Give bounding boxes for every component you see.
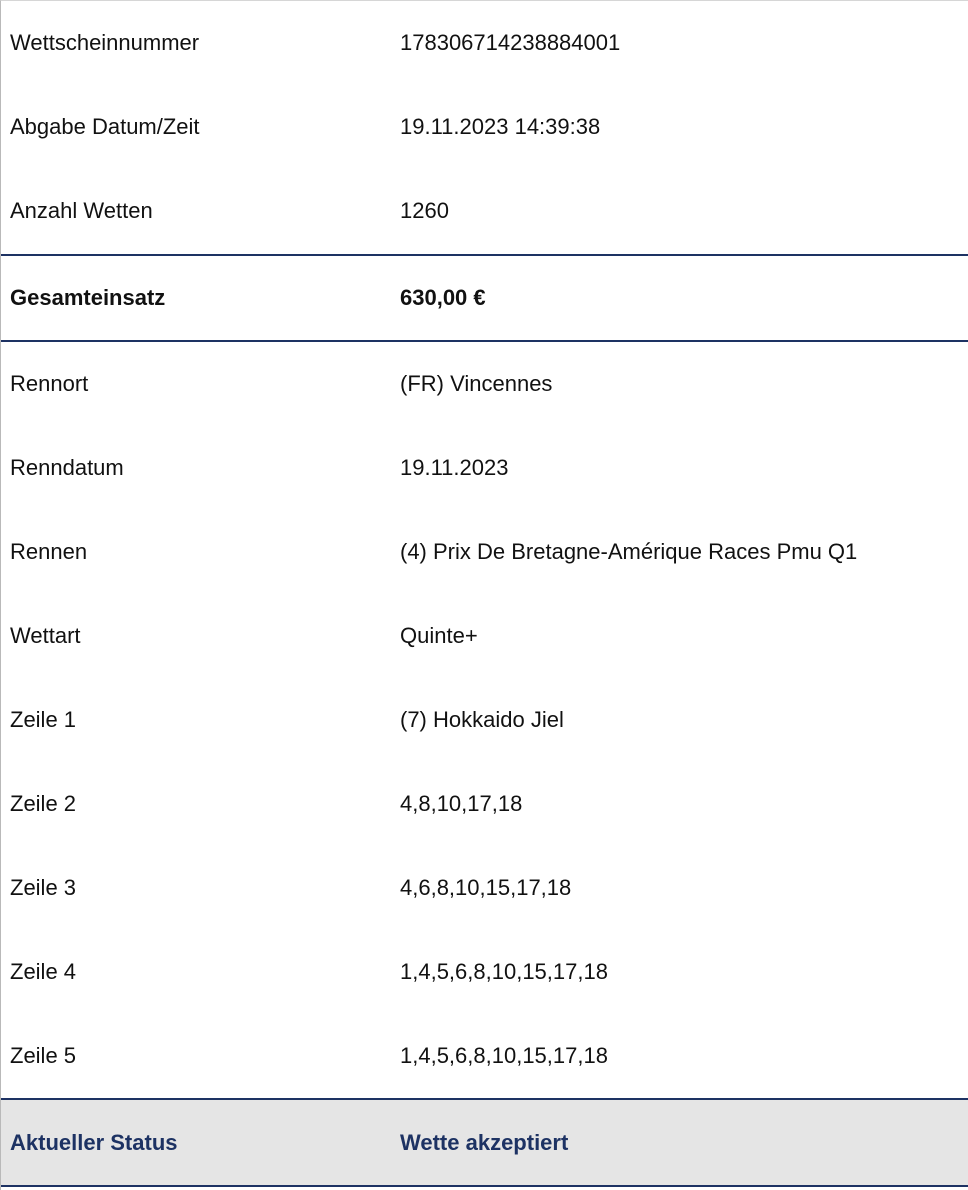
value-line-1: (7) Hokkaido Jiel [400, 707, 564, 732]
row-current-status [1, 1100, 968, 1185]
row-race [1, 510, 968, 594]
value-line-3: 4,6,8,10,15,17,18 [400, 875, 572, 900]
value-slip-number: 178306714238884001 [400, 30, 621, 55]
label-race: Rennen [10, 539, 88, 564]
value-line-2: 4,8,10,17,18 [400, 791, 523, 816]
row-line-2 [1, 762, 968, 846]
value-current-status: Wette akzeptiert [400, 1129, 569, 1155]
label-submit-datetime: Abgabe Datum/Zeit [10, 114, 200, 139]
value-total-stake: 630,00 € [400, 285, 486, 310]
label-line-5: Zeile 5 [10, 1043, 77, 1068]
divider [1, 1185, 968, 1187]
row-submit-datetime [1, 85, 968, 169]
value-race-venue: (FR) Vincennes [400, 371, 553, 396]
label-line-1: Zeile 1 [10, 707, 77, 732]
slip-header-group [1, 1, 968, 254]
value-line-4: 1,4,5,6,8,10,15,17,18 [400, 959, 608, 984]
row-race-date [1, 426, 968, 510]
label-bet-type: Wettart [10, 623, 81, 648]
label-current-status: Aktueller Status [10, 1129, 178, 1155]
row-total-stake [1, 256, 968, 340]
label-total-stake: Gesamteinsatz [10, 285, 166, 310]
label-line-4: Zeile 4 [10, 959, 77, 984]
row-line-5 [1, 1014, 968, 1098]
label-bet-count: Anzahl Wetten [10, 198, 153, 223]
label-slip-number: Wettscheinnummer [10, 30, 200, 55]
row-line-4 [1, 930, 968, 1014]
row-bet-type [1, 594, 968, 678]
label-line-3: Zeile 3 [10, 875, 77, 900]
row-bet-count [1, 169, 968, 253]
value-race-date: 19.11.2023 [400, 455, 509, 480]
label-race-venue: Rennort [10, 371, 89, 396]
value-bet-count: 1260 [400, 198, 449, 223]
value-race: (4) Prix De Bretagne-Amérique Races Pmu Q1 [400, 539, 858, 564]
value-submit-datetime: 19.11.2023 14:39:38 [400, 114, 601, 139]
row-race-venue [1, 342, 968, 426]
row-line-3 [1, 846, 968, 930]
race-details-group [1, 342, 968, 1098]
label-race-date: Renndatum [10, 455, 124, 480]
row-slip-number [1, 1, 968, 85]
value-line-5: 1,4,5,6,8,10,15,17,18 [400, 1043, 608, 1068]
label-line-2: Zeile 2 [10, 791, 77, 816]
row-line-1 [1, 678, 968, 762]
value-bet-type: Quinte+ [400, 623, 478, 648]
